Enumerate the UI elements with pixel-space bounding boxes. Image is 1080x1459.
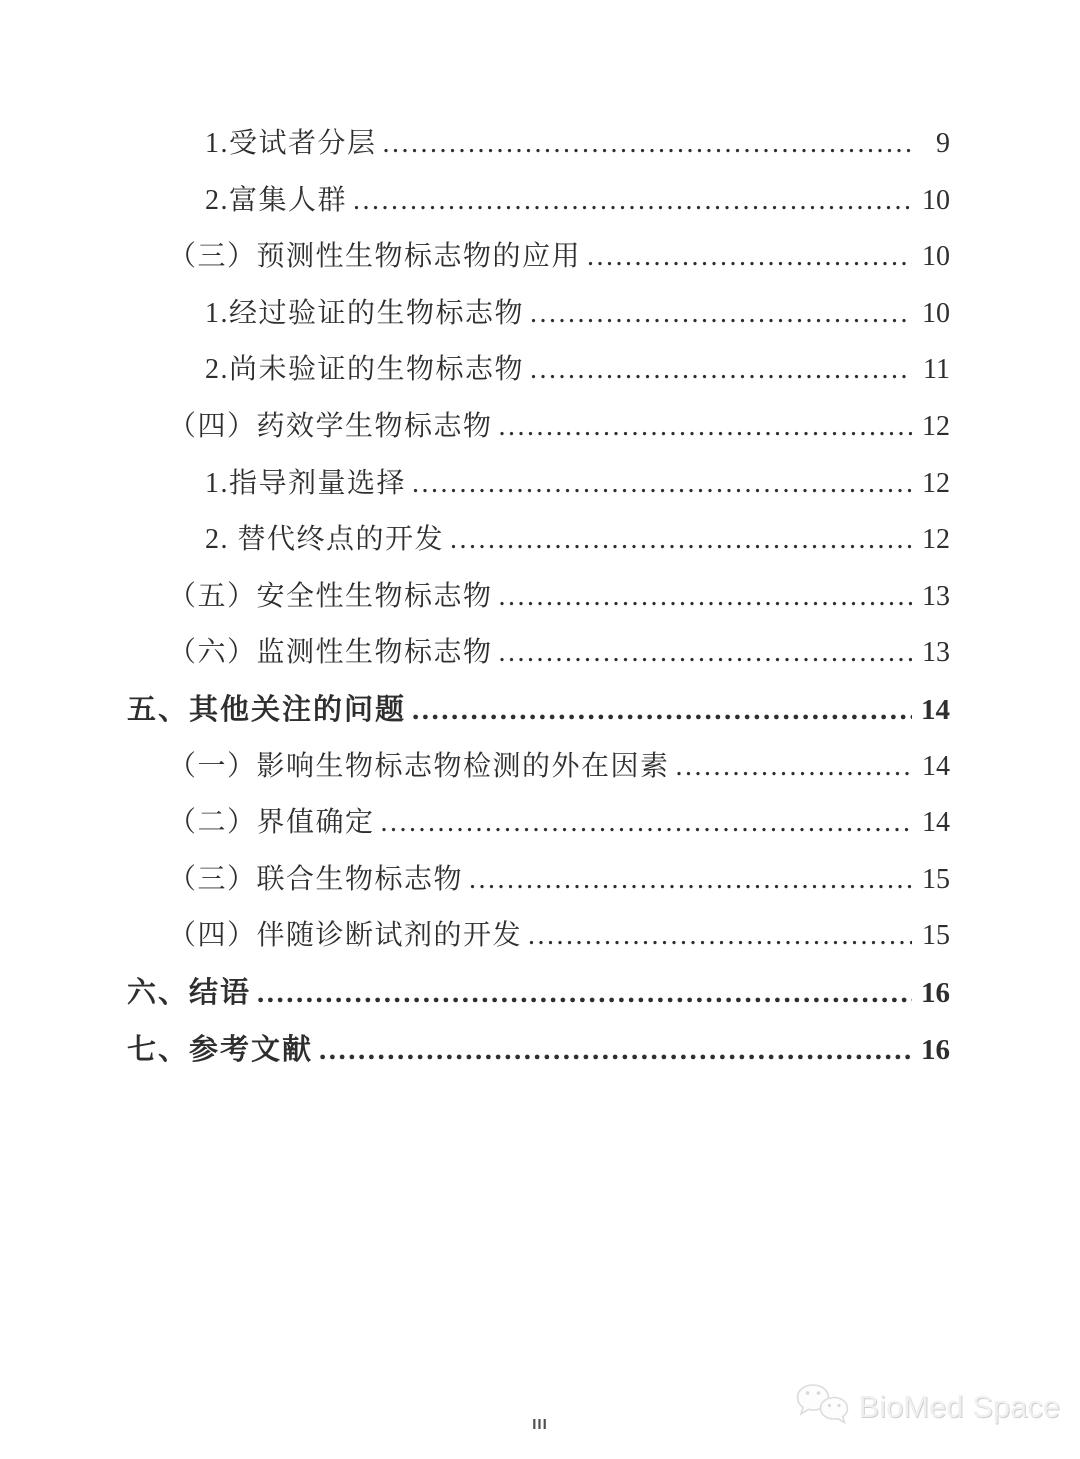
toc-entry-page: 12 (922, 410, 950, 442)
toc-leader-dots (530, 286, 912, 343)
toc-leader-dots (383, 116, 912, 173)
toc-entry-label: （四）伴随诊断试剂的开发 (168, 920, 523, 952)
toc-entry-label: 1.受试者分层 (205, 128, 377, 159)
toc-entry-page: 14 (922, 750, 950, 782)
toc-entry-label: （三）联合生物标志物 (168, 863, 464, 895)
toc-entry-page: 11 (923, 354, 950, 386)
toc-entry[interactable] (205, 286, 950, 343)
toc-entry[interactable] (127, 965, 950, 1022)
toc-entry-label: （六）监测性生物标志物 (168, 637, 493, 669)
toc-entry-page: 12 (922, 524, 950, 556)
toc-leader-dots (499, 625, 912, 682)
toc-entry[interactable] (168, 852, 950, 909)
toc-leader-dots (450, 512, 912, 569)
footer-page-number: III (532, 1416, 548, 1433)
toc-entry[interactable] (127, 682, 950, 739)
chat-bubbles-icon (794, 1382, 852, 1432)
toc-entry[interactable] (168, 625, 950, 682)
toc-entry[interactable] (168, 739, 950, 796)
toc-entry-page: 10 (922, 297, 950, 329)
toc-leader-dots (381, 795, 912, 852)
toc-entry[interactable] (205, 456, 950, 513)
toc-entry[interactable] (168, 399, 950, 456)
toc-entry-page: 10 (922, 241, 950, 273)
toc-entry-page: 13 (922, 637, 950, 669)
toc-entry-label: 七、参考文献 (127, 1033, 314, 1066)
toc-leader-dots (528, 908, 912, 965)
toc-entry-page: 12 (922, 467, 950, 499)
toc-entry-label: 2.尚未验证的生物标志物 (205, 354, 525, 386)
toc-entry-label: （一）影响生物标志物检测的外在因素 (168, 750, 670, 782)
toc-entry-label: （五）安全性生物标志物 (168, 580, 493, 612)
toc-entry-label: 2.富集人群 (205, 184, 348, 216)
toc-leader-dots (412, 456, 912, 513)
toc-entry-page: 13 (922, 580, 950, 612)
toc-entry-page: 9 (936, 128, 950, 159)
toc-entry[interactable] (205, 173, 950, 230)
toc-entry[interactable] (168, 229, 950, 286)
toc-entry[interactable] (168, 795, 950, 852)
watermark (794, 1382, 1060, 1432)
toc-leader-dots (353, 173, 912, 230)
toc-leader-dots (499, 399, 912, 456)
toc-entry-label: 2. 替代终点的开发 (205, 524, 445, 556)
toc-entry[interactable] (168, 908, 950, 965)
watermark-text: BioMed Space (858, 1389, 1060, 1424)
toc-leader-dots (469, 852, 912, 909)
toc-entry-label: （二）界值确定 (168, 807, 375, 839)
toc-entry-page: 14 (922, 807, 950, 839)
toc-entry[interactable] (127, 1022, 950, 1079)
toc-leader-dots (319, 1022, 912, 1079)
toc-leader-dots (530, 342, 912, 399)
toc-leader-dots (257, 965, 912, 1022)
toc-entry-label: （四）药效学生物标志物 (168, 410, 493, 442)
toc-entry-label: （三）预测性生物标志物的应用 (168, 241, 582, 273)
toc-entry-page: 16 (921, 976, 950, 1009)
toc-entry-label: 六、结语 (127, 976, 252, 1009)
toc-leader-dots (587, 229, 912, 286)
toc-leader-dots (676, 739, 912, 796)
toc-entry-label: 五、其他关注的问题 (127, 693, 407, 726)
toc-entry[interactable] (205, 116, 950, 173)
toc-entry-label: 1.经过验证的生物标志物 (205, 297, 525, 329)
toc-entry-page: 10 (922, 184, 950, 216)
toc-entry-page: 15 (922, 920, 950, 952)
table-of-contents (127, 116, 950, 1078)
toc-entry[interactable] (205, 512, 950, 569)
toc-entry[interactable] (205, 342, 950, 399)
toc-entry[interactable] (168, 569, 950, 626)
toc-leader-dots (412, 682, 912, 739)
toc-entry-page: 16 (921, 1033, 950, 1066)
toc-entry-page: 14 (921, 693, 950, 726)
toc-entry-page: 15 (922, 863, 950, 895)
toc-entry-label: 1.指导剂量选择 (205, 467, 407, 499)
toc-leader-dots (499, 569, 912, 626)
